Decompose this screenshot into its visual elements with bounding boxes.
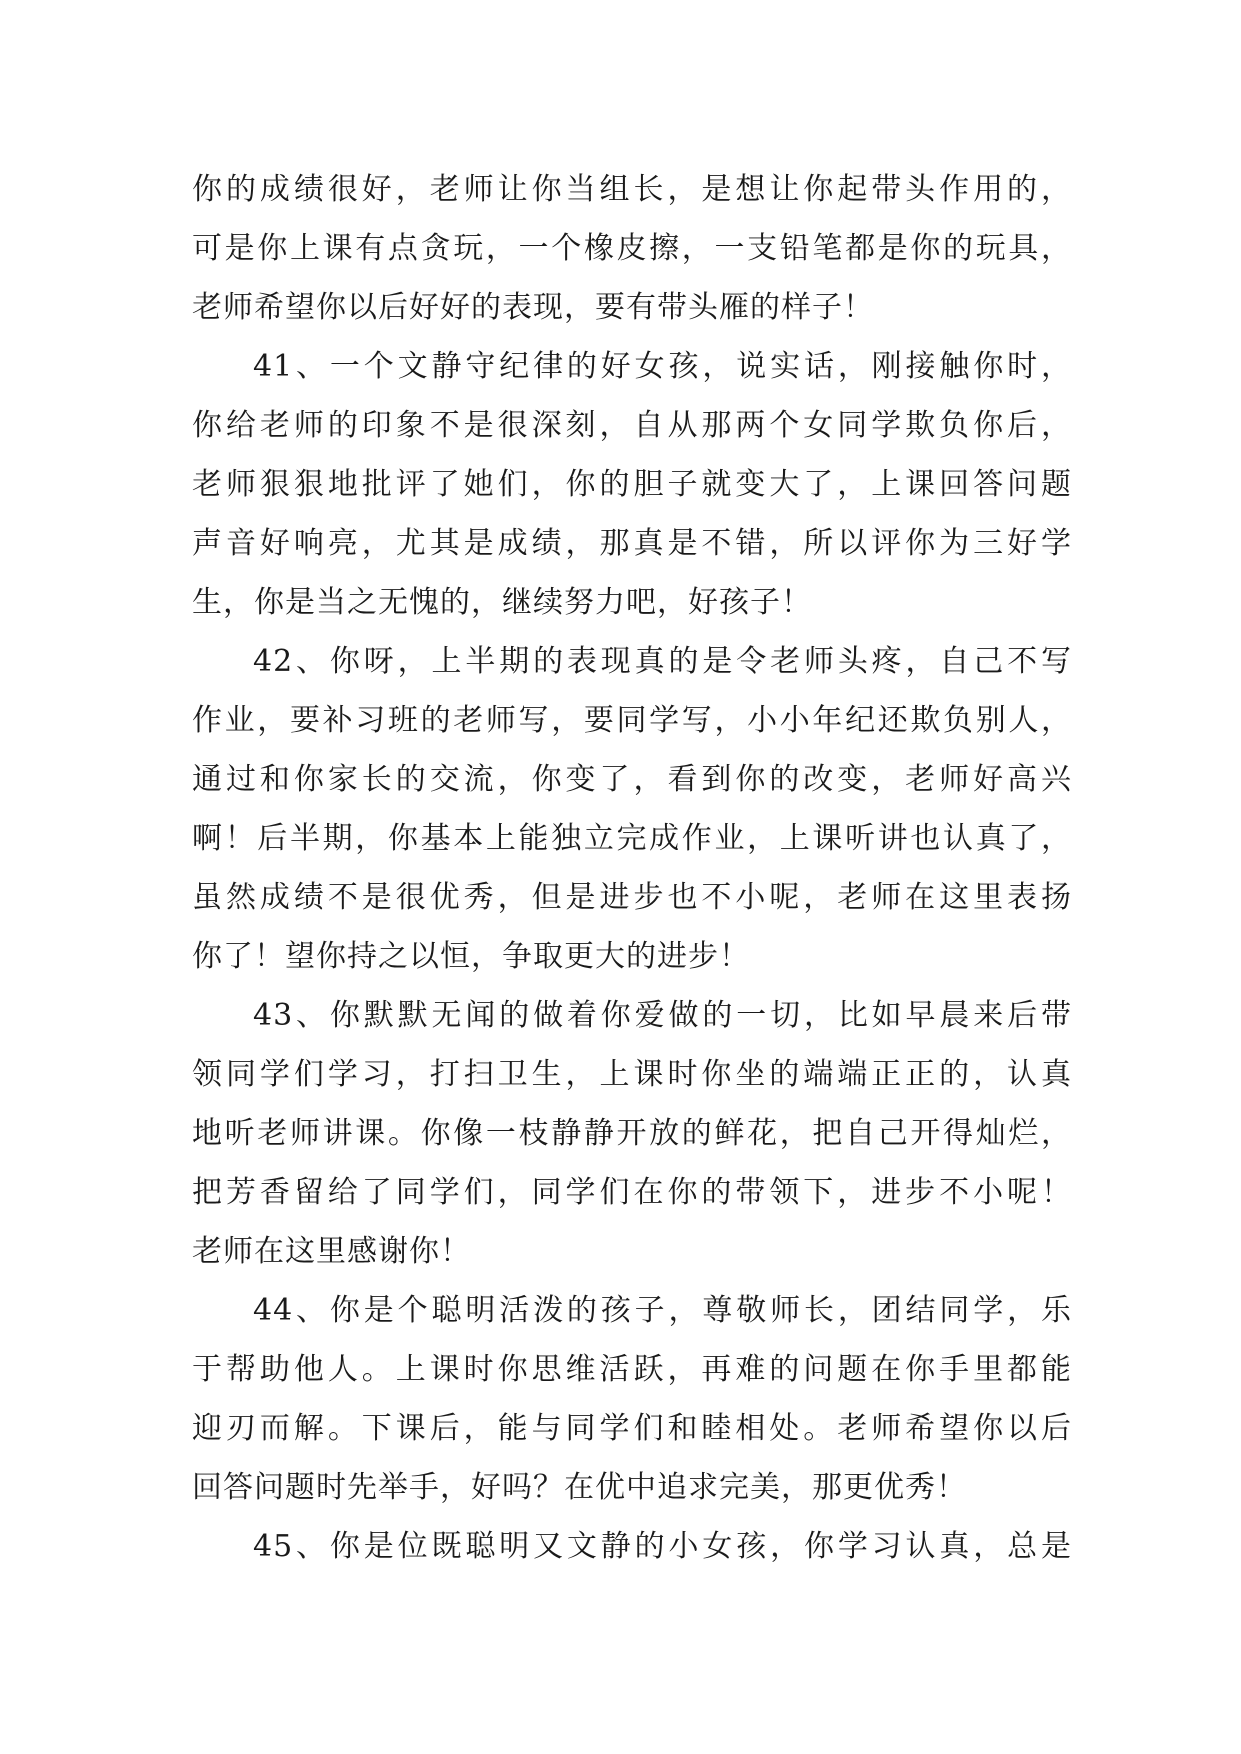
text-line: 老师狠狠地批评了她们，你的胆子就变大了，上课回答问题 xyxy=(192,467,1072,502)
text-line: 44、你是个聪明活泼的孩子，尊敬师长，团结同学，乐 xyxy=(253,1293,1072,1328)
text-line: 生，你是当之无愧的，继续努力吧，好孩子！ xyxy=(192,585,812,620)
text-line: 声音好响亮，尤其是成绩，那真是不错，所以评你为三好学 xyxy=(192,526,1072,561)
text-line: 42、你呀，上半期的表现真的是令老师头疼，自己不写 xyxy=(253,644,1072,679)
text-line: 把芳香留给了同学们，同学们在你的带领下，进步不小呢！ xyxy=(192,1175,1072,1210)
text-line: 你的成绩很好，老师让你当组长，是想让你起带头作用的， xyxy=(192,172,1072,207)
text-line: 可是你上课有点贪玩，一个橡皮擦，一支铅笔都是你的玩具， xyxy=(192,231,1072,266)
text-line: 45、你是位既聪明又文静的小女孩，你学习认真，总是 xyxy=(253,1529,1072,1564)
text-line: 迎刃而解。下课后，能与同学们和睦相处。老师希望你以后 xyxy=(192,1411,1072,1446)
text-line: 你给老师的印象不是很深刻，自从那两个女同学欺负你后， xyxy=(192,408,1072,443)
text-line: 于帮助他人。上课时你思维活跃，再难的问题在你手里都能 xyxy=(192,1352,1072,1387)
text-line: 老师在这里感谢你！ xyxy=(192,1234,471,1269)
text-line: 你了！望你持之以恒，争取更大的进步！ xyxy=(192,939,750,974)
text-line: 通过和你家长的交流，你变了，看到你的改变，老师好高兴 xyxy=(192,762,1072,797)
text-line: 回答问题时先举手，好吗？在优中追求完美，那更优秀！ xyxy=(192,1470,967,1505)
text-line: 43、你默默无闻的做着你爱做的一切，比如早晨来后带 xyxy=(253,998,1072,1033)
document-body xyxy=(192,160,1072,1576)
text-line: 领同学们学习，打扫卫生，上课时你坐的端端正正的，认真 xyxy=(192,1057,1072,1092)
text-line: 作业，要补习班的老师写，要同学写，小小年纪还欺负别人， xyxy=(192,703,1072,738)
text-line: 地听老师讲课。你像一枝静静开放的鲜花，把自己开得灿烂， xyxy=(192,1116,1072,1151)
text-line: 啊！后半期，你基本上能独立完成作业，上课听讲也认真了， xyxy=(192,821,1072,856)
text-line: 老师希望你以后好好的表现，要有带头雁的样子！ xyxy=(192,290,874,325)
text-line: 虽然成绩不是很优秀，但是进步也不小呢，老师在这里表扬 xyxy=(192,880,1072,915)
text-line: 41、一个文静守纪律的好女孩，说实话，刚接触你时， xyxy=(253,349,1072,384)
